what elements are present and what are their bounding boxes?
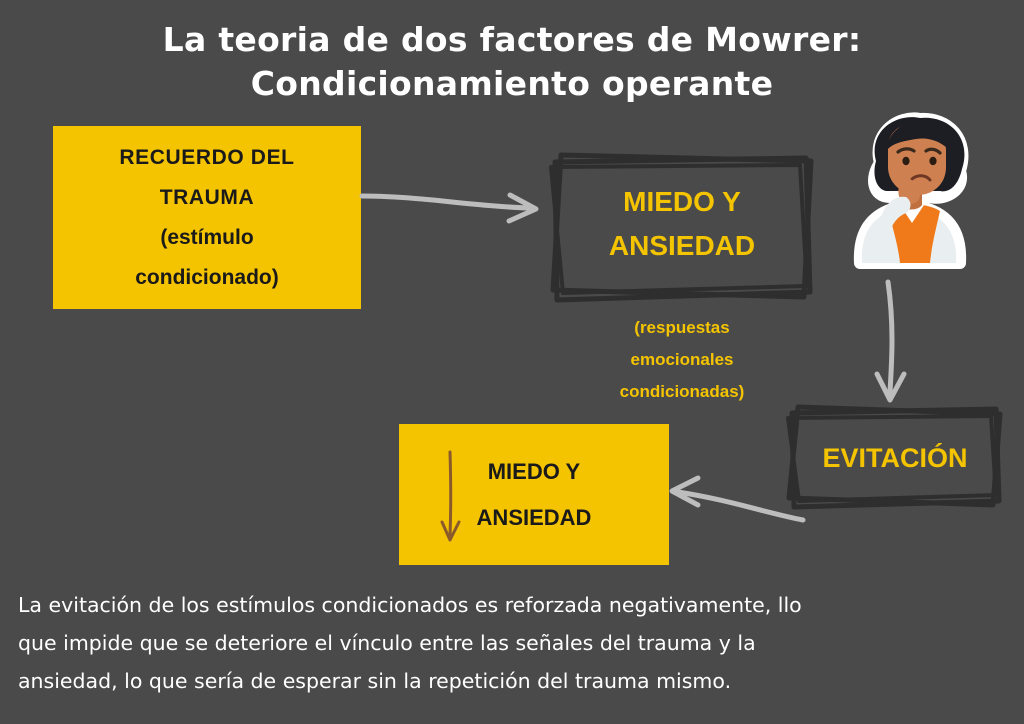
arrow-avoidance-to-fear-bottom xyxy=(660,470,810,530)
box-trauma-line-3: (estímulo xyxy=(160,225,254,249)
fear-bottom-line-2: ANSIEDAD xyxy=(476,504,592,530)
arrow-decrease-icon xyxy=(432,450,472,550)
fear-line-2: ANSIEDAD xyxy=(608,230,756,261)
caption-line-1: La evitación de los estímulos condicionados es reforzada negativamente, llo xyxy=(18,593,802,617)
caption-line-2: que impide que se deteriore el vínculo entre las señales del trauma y la xyxy=(18,631,756,655)
responses-line-1: (respuestas xyxy=(634,318,730,337)
box-fear-anxiety xyxy=(548,152,816,310)
fear-line-1: MIEDO Y xyxy=(623,186,741,217)
responses-line-2: emocionales xyxy=(630,350,734,369)
box-avoidance xyxy=(786,405,1004,515)
box-trauma-memory xyxy=(53,126,361,309)
box-avoidance-label: EVITACIÓN xyxy=(822,443,968,473)
box-fear-anxiety-label xyxy=(548,180,816,268)
label-conditioned-responses xyxy=(548,312,816,408)
page-title xyxy=(0,18,1024,106)
title-line-1: La teoria de dos factores de Mowrer: xyxy=(162,20,862,59)
title-line-2: Condicionamiento operante xyxy=(250,64,774,103)
responses-line-3: condicionadas) xyxy=(619,382,745,401)
box-trauma-line-4: condicionado) xyxy=(135,265,279,289)
arrow-fear-to-avoidance xyxy=(860,280,930,415)
caption-text xyxy=(18,586,978,700)
box-trauma-line-2: TRAUMA xyxy=(159,185,255,209)
fear-bottom-line-1: MIEDO Y xyxy=(487,458,581,484)
box-trauma-line-1: RECUERDO DEL xyxy=(119,145,295,169)
caption-line-3: ansiedad, lo que sería de esperar sin la repetición del trauma mismo. xyxy=(18,669,732,693)
arrow-trauma-to-fear xyxy=(360,178,550,228)
worried-person-icon xyxy=(820,105,1000,285)
